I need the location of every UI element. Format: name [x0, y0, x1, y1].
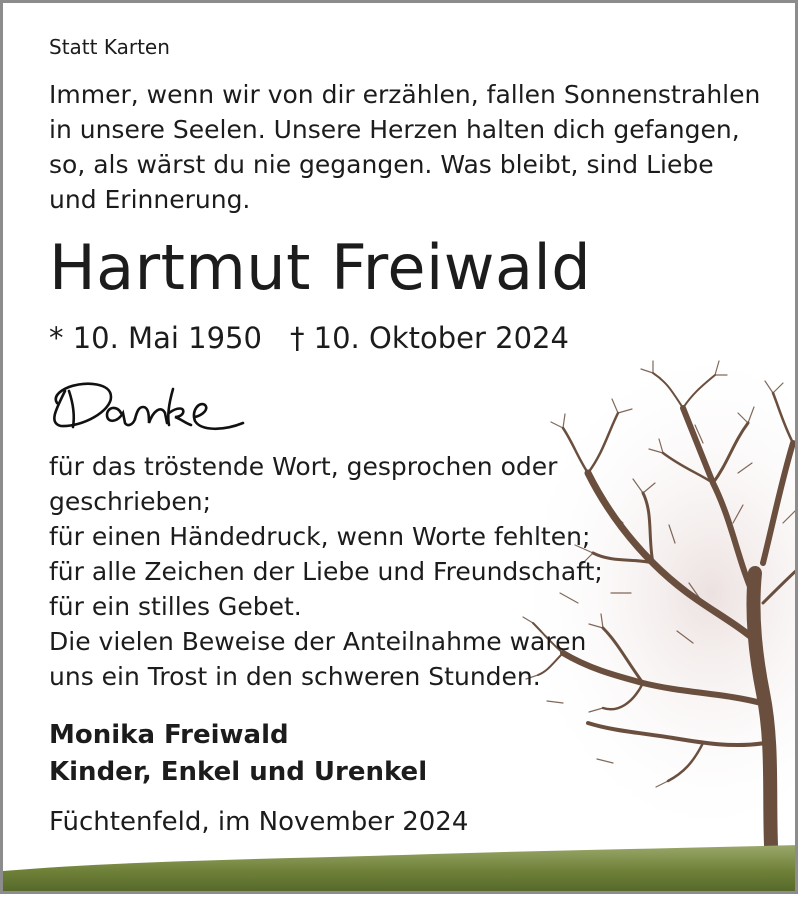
signer-primary: Monika Freiwald — [49, 720, 289, 750]
signers — [49, 717, 427, 791]
place-date: Füchtenfeld, im November 2024 — [49, 807, 469, 837]
header-label: Statt Karten — [49, 35, 170, 59]
death-date: † 10. Oktober 2024 — [289, 321, 569, 355]
life-dates — [49, 321, 569, 355]
birth-date: * 10. Mai 1950 — [49, 321, 262, 355]
thanks-text: für das tröstende Wort, gesprochen oder geschrieben; für einen Händedruck, wenn Worte fehlten; für alle Zeichen der Liebe und Freundschaft; für ein stilles Gebet. Die vielen Beweise der Anteilnahme waren uns ein Trost in den schweren Stunden. — [49, 452, 603, 691]
deceased-name: Hartmut Freiwald — [49, 231, 592, 304]
danke-handwriting — [54, 384, 243, 429]
grass-strip — [3, 845, 798, 894]
memorial-verse: Immer, wenn wir von dir erzählen, fallen Sonnenstrahlen in unsere Seelen. Unsere Herzen halten dich gefangen, so, als wärst du nie gegangen. Was bleibt, sind Liebe und Erinnerung. — [49, 80, 761, 214]
signer-family: Kinder, Enkel und Urenkel — [49, 757, 428, 787]
